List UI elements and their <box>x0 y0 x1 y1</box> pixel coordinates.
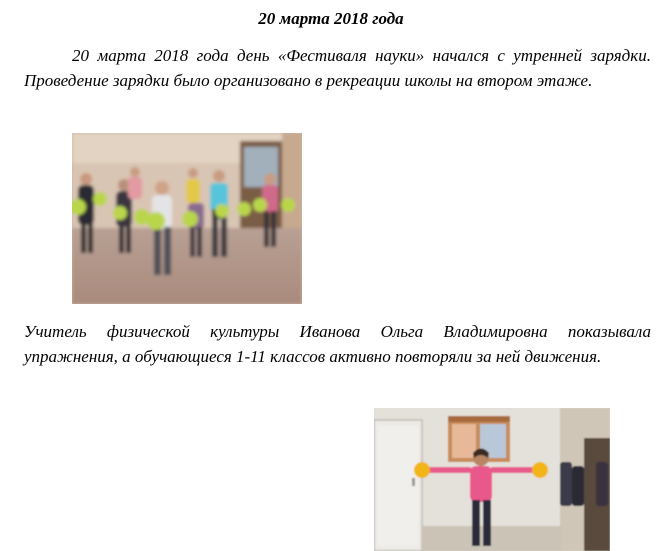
page-title: 20 марта 2018 года <box>258 9 404 28</box>
teacher-demonstration-image <box>374 408 610 551</box>
morning-exercise-image <box>72 133 302 304</box>
teacher-paragraph: Учитель физической культуры Иванова Ольга Владимировна показывала упражнения, а обучающиеся 1-11 классов активно повторяли за ней движения. <box>24 322 651 366</box>
teacher-demonstration-photo <box>374 408 610 551</box>
morning-exercise-photo <box>72 133 302 304</box>
intro-paragraph: 20 марта 2018 года день «Фестиваля науки» начался с утренней зарядки. Проведение зарядки было организовано в рекреации школы на втором этаже. <box>24 46 651 90</box>
